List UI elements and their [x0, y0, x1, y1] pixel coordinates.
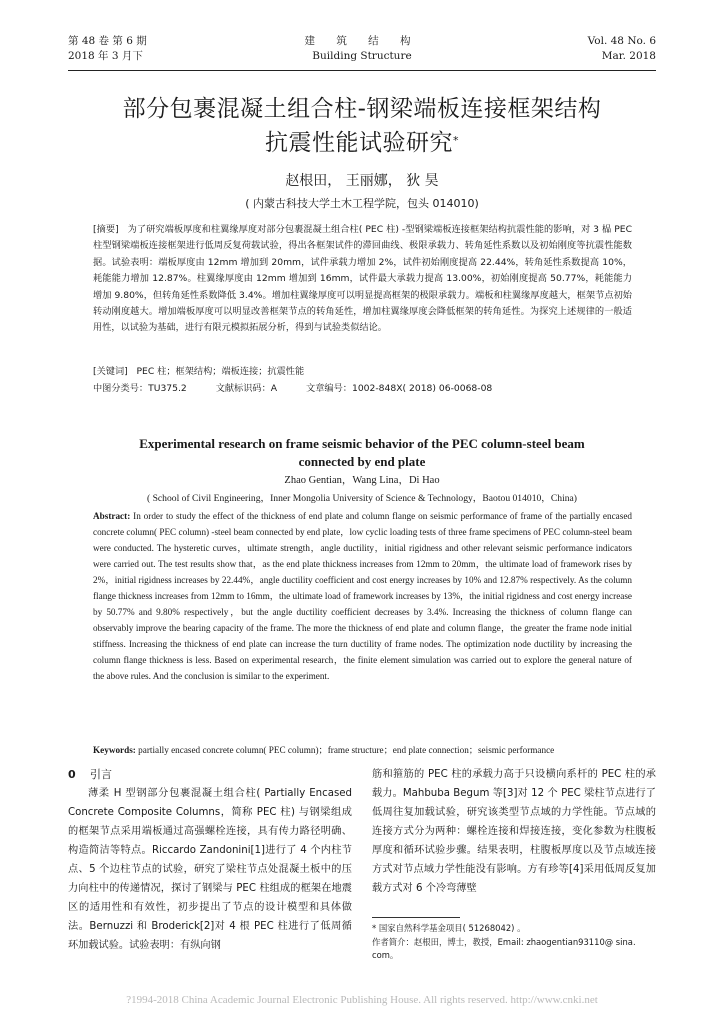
journal-name-cn: 建 筑 结 构 — [304, 35, 420, 47]
title-footnote-mark: * — [453, 134, 459, 147]
footnote-rule — [372, 917, 460, 918]
keywords-en — [93, 742, 632, 758]
paper-title-cn — [60, 92, 664, 160]
affiliation-en: ( School of Civil Engineering，Inner Mongolia University of Science & Technology，Baotou 014010，China) — [147, 493, 577, 504]
section-heading — [68, 765, 352, 784]
body-paragraph-right: 筋和箍筋的 PEC 柱的承载力高于只设横向系杆的 PEC 柱的承载力。Mahbuba Begum 等[3]对 12 个 PEC 梁柱节点进行了低周往复加载试验，研究该类型节点域的力学性能。节点域的连接方式分为两种：螺栓连接和焊接连接，变化参数为柱腹板厚度和循环试验步骤。结果表明，柱腹板厚度以及节点域连接方式对节点域力学性能没有影响。方有珍等[4]采用低周反复加载方式对 6 个冷弯薄壁 — [372, 769, 656, 894]
abstract-cn-label: [摘要] — [93, 224, 119, 235]
footnote-fund: * 国家自然科学基金项目( 51268042) 。 — [372, 923, 526, 933]
date-cn: 2018 年 3 月下 — [68, 50, 143, 62]
abstract-en-label: Abstract: — [93, 511, 131, 521]
section-title: 引言 — [90, 768, 112, 781]
authors-en: Zhao Gentian，Wang Lina，Di Hao — [284, 475, 440, 486]
body-paragraph-left: 薄柔 H 型钢部分包裹混凝土组合柱( Partially Encased Concrete Composite Columns，简称 PEC 柱) 与钢梁组成的框架节点采用端板通过高强螺栓连接，具有传力路径明确、构造简洁等特点。Riccardo Zandonini[1]进行了 4 个内柱节点、5 个边柱节点的试验，研究了梁柱节点处混凝土板中的压力向柱中的传递情况，探讨了钢梁与 PEC 柱组成的框架在地震区的适用性和有效性，初步提出了节点的设计模型和具体做法。Bernuzzi 和 Broderick[2]对 4 根 PEC 柱进行了低周循环加载试验。试验表明：有纵向钢 — [68, 788, 352, 951]
affiliation-cn: ( 内蒙古科技大学土木工程学院，包头 014010) — [245, 197, 479, 210]
article-number: 文章编号：1002-848X( 2018) 06-0068-08 — [306, 383, 493, 394]
header-rule — [68, 70, 656, 71]
date-en: Mar. 2018 — [601, 50, 656, 62]
copyright-footer: ?1994-2018 China Academic Journal Electronic Publishing House. All rights reserved. http://www.cnki.net — [126, 994, 598, 1006]
keywords-cn-text: PEC 柱；框架结构；端板连接；抗震性能 — [136, 366, 305, 377]
title-line-1: 部分包裹混凝土组合柱-钢梁端板连接框架结构 — [122, 96, 602, 122]
keywords-cn — [93, 364, 304, 380]
title-line-2-text: 抗震性能试验研究 — [265, 130, 453, 156]
classification-line — [93, 381, 518, 397]
header-right — [588, 34, 656, 64]
keywords-en-text: partially encased concrete column( PEC column)；frame structure；end plate connection；seismic performance — [138, 745, 555, 755]
document-code: 文献标识码：A — [215, 383, 278, 394]
abstract-en — [93, 508, 632, 684]
journal-name-en: Building Structure — [312, 50, 412, 62]
running-header — [68, 34, 656, 68]
abstract-en-text: In order to study the effect of the thickness of end plate and column flange on seismic performance of frame of the partially encased concrete column( PEC column) -steel beam connected by end plate，low cyclic loading tests of three frame specimens of PEC column-steel beam were conducted. The hysteretic curves，ultimate strength，angle ductility，initial rigidness and other relevant seismic performance indicators were carried out. The test results show that，as the end plate thickness increases from 12mm to 20mm，the ultimate load of framework rises by 2%，initial rigidness increases by 22.44%，angle ductility coefficient and cost energy increases by 10% and 12.87% respectively. As the column flange thickness increases from 12mm to 16mm，the ultimate load of framework increases by 13%，the initial rigidness and cost energy increase by 50.77% and 9.80% respectively，but the angle ductility coefficient decreases by 3.4%. Increasing the thickness of column flange can observably improve the bearing capacity of the frame. The more the thickness of end plate and column flange，the greater the frame node initial stiffness. Increasing the thickness of end plate can increase the turn ductility of frame nodes. The optimization node ductility by increasing the column flange thickness is less. Based on experimental research，the finite element simulation was carried out to explore the general nature of the above rules. And the conclusion is similar to the experiment. — [93, 511, 633, 681]
body-column-left — [68, 765, 352, 955]
abstract-cn — [93, 222, 632, 337]
keywords-cn-label: [关键词] — [93, 366, 128, 377]
clc-number: 中图分类号：TU375.2 — [93, 383, 187, 394]
volume-cn: 第 48 卷 第 6 期 — [68, 35, 147, 47]
keywords-en-label: Keywords: — [93, 745, 136, 755]
title-en-line-1: Experimental research on frame seismic behavior of the PEC column-steel beam — [139, 436, 585, 451]
section-number: 0 — [68, 768, 76, 781]
authors-cn: 赵根田， 王丽娜， 狄 昊 — [285, 173, 439, 189]
header-center — [68, 34, 656, 64]
volume-en: Vol. 48 No. 6 — [587, 35, 656, 47]
title-line-2 — [60, 126, 664, 160]
body-column-right — [372, 765, 656, 898]
footnote-author: 作者简介：赵根田，博士，教授，Email: zhaogentian93110@ sina. com。 — [372, 937, 636, 960]
paper-title-en — [80, 435, 644, 471]
title-en-line-2: connected by end plate — [298, 454, 426, 469]
abstract-cn-text: 为了研究端板厚度和柱翼缘厚度对部分包裹混凝土组合柱( PEC 柱) -型钢梁端板连接框架结构抗震性能的影响，对 3 榀 PEC 柱型钢梁端板连接框架进行低周反复荷载试验，得出各框架试件的滞回曲线、极限承载力、转角延性系数以及初始刚度等抗震性能数据。试验表明：端板厚度由 12mm 增加到 20mm，试件承载力增加 2%，试件初始刚度提高 22.44%，转角延性系数提高 10%，耗能能力增加 12.87%。柱翼缘厚度由 12mm 增加到 16mm，试件最大承载力提高 13.00%，初始刚度提高 50.77%，耗能能力增加 9.80%，但转角延性系数降低 3.4%。增加柱翼缘厚度可以明显提高框架的极限承载力。端板和柱翼缘厚度越大，框架节点初始转动刚度越大。增加端板厚度可以明显改善框架节点的转角延性，增加柱翼缘厚度会降低框架的转角延性。为探究上述规律的一般适用性，以试验为基础，进行有限元模拟拓展分析，得到与试验类似结论。 — [93, 224, 632, 334]
